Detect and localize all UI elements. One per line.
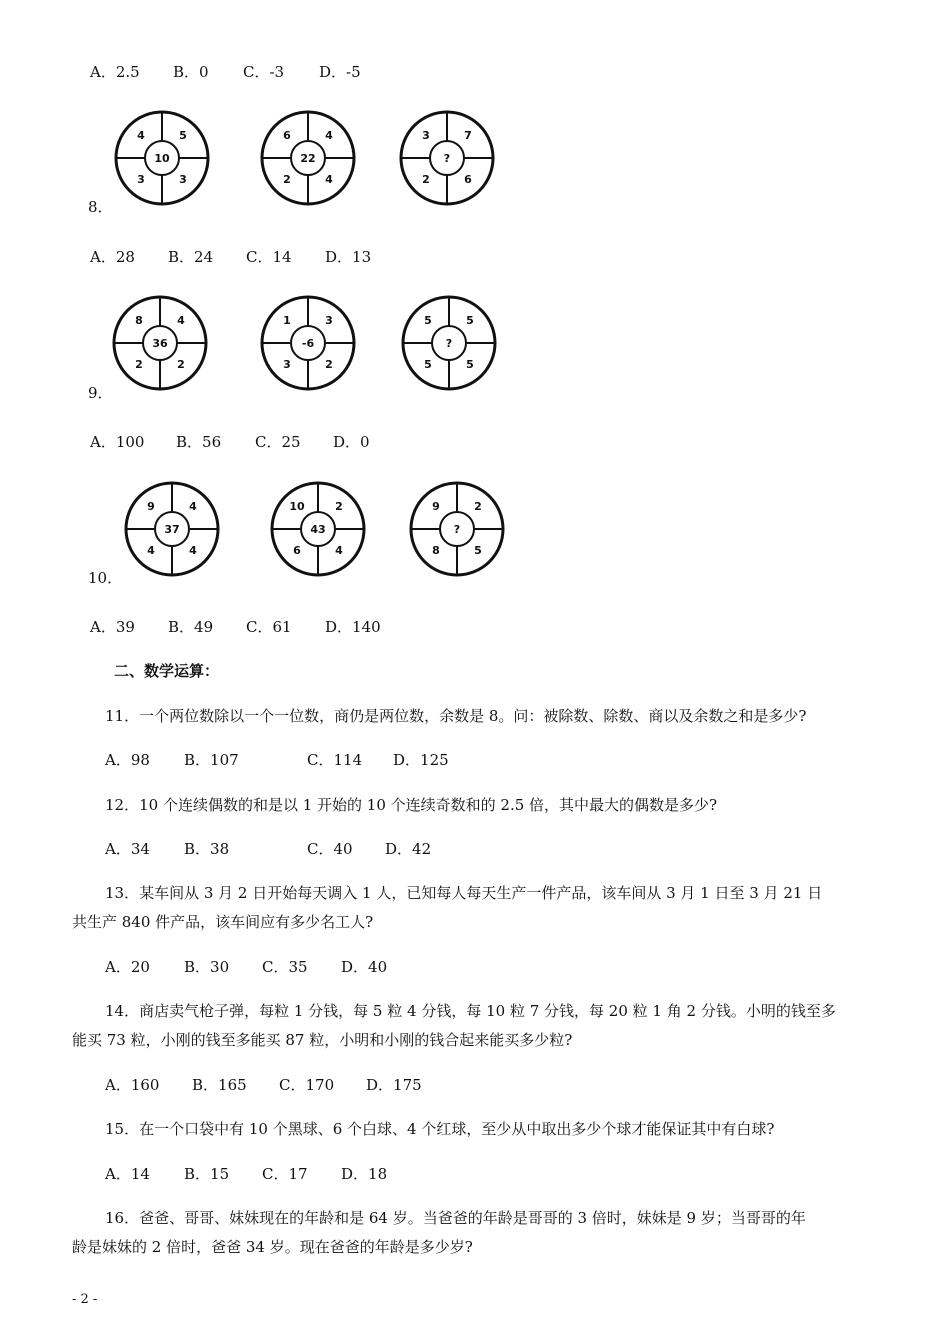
q14-option-b: B．165 [192, 1076, 247, 1094]
q13-line-1: 13．某车间从 3 月 2 日开始每天调入 1 人，已知每人每天生产一件产品，该车间从 3 月 1 日至 3 月 21 日 [105, 884, 823, 902]
wheel-number-tr: 2 [474, 500, 482, 513]
wheel-number-center: 22 [300, 152, 316, 165]
wheel-number-tr: 4 [177, 314, 185, 327]
q15-option-c: C．17 [262, 1165, 308, 1183]
q15-options [105, 1163, 387, 1184]
q15-text: 15．在一个口袋中有 10 个黑球、6 个白球、4 个红球，至少从中取出多少个球才能保证其中有白球? [105, 1120, 775, 1138]
q9-options [90, 431, 370, 452]
q11-text: 11．一个两位数除以一个一位数，商仍是两位数，余数是 8。问：被除数、除数、商以及余数之和是多少? [105, 707, 807, 725]
wheel-number-tr: 3 [325, 314, 333, 327]
q9-label: 9． [88, 384, 113, 402]
wheel-number-tr: 2 [335, 500, 343, 513]
wheel-number-br: 2 [177, 358, 185, 371]
wheel-number-tr: 7 [464, 129, 472, 142]
wheel-number-tl: 8 [135, 314, 143, 327]
q9-option-a: A．100 [90, 433, 145, 451]
wheel-number-bl: 3 [137, 173, 145, 186]
q12-option-b: B．38 [184, 840, 230, 858]
q9-option-b: B．56 [176, 433, 222, 451]
wheel-number-bl: 4 [147, 544, 155, 557]
wheel-number-tl: 4 [137, 129, 145, 142]
q10-option-c: C．61 [246, 618, 292, 636]
wheel-number-bl: 2 [422, 173, 430, 186]
wheel-number-center: ? [453, 523, 461, 536]
wheel-number-tr: 4 [325, 129, 333, 142]
q8-wheel-3 [399, 110, 495, 206]
wheel-number-center: ? [443, 152, 451, 165]
q7-options [90, 61, 361, 82]
wheel-number-tl: 9 [432, 500, 440, 513]
wheel-number-br: 6 [464, 173, 472, 186]
wheel-number-tr: 5 [179, 129, 187, 142]
q8-option-b: B．24 [168, 248, 214, 266]
wheel-number-tl: 6 [283, 129, 291, 142]
q9-wheel-1 [112, 295, 208, 391]
q8-label: 8． [88, 198, 113, 216]
q11-option-b: B．107 [184, 751, 239, 769]
wheel-number-center: 36 [152, 337, 168, 350]
wheel-number-br: 5 [474, 544, 482, 557]
wheel-number-center: 37 [164, 523, 180, 536]
wheel-number-tl: 3 [422, 129, 430, 142]
wheel-number-br: 4 [189, 544, 197, 557]
q7-option-a: A．2.5 [90, 63, 140, 81]
wheel-number-bl: 2 [283, 173, 291, 186]
wheel-number-bl: 3 [283, 358, 291, 371]
wheel-number-tl: 10 [289, 500, 305, 513]
q14-option-c: C．170 [279, 1076, 335, 1094]
wheel-number-center: ? [445, 337, 453, 350]
q14-option-a: A．160 [105, 1076, 160, 1094]
q8-wheel-2 [260, 110, 356, 206]
q11-option-d: D．125 [393, 751, 449, 769]
q9-wheel-3 [401, 295, 497, 391]
q8-option-c: C．14 [246, 248, 292, 266]
wheel-number-br: 5 [466, 358, 474, 371]
q10-wheel-3 [409, 481, 505, 577]
q9-option-d: D．0 [333, 433, 370, 451]
q8-option-d: D．13 [325, 248, 372, 266]
q12-option-a: A．34 [105, 840, 150, 858]
wheel-number-tl: 5 [424, 314, 432, 327]
q12-option-c: C．40 [307, 840, 353, 858]
q12-text: 12．10 个连续偶数的和是以 1 开始的 10 个连续奇数和的 2.5 倍，其中最大的偶数是多少? [105, 796, 718, 814]
q9-wheel-2 [260, 295, 356, 391]
wheel-number-br: 3 [179, 173, 187, 186]
section-heading-math: 二、数学运算： [114, 662, 220, 680]
q11-option-c: C．114 [307, 751, 363, 769]
wheel-number-br: 2 [325, 358, 333, 371]
q8-options [90, 246, 371, 267]
wheel-number-bl: 5 [424, 358, 432, 371]
q10-option-b: B．49 [168, 618, 214, 636]
wheel-number-bl: 2 [135, 358, 143, 371]
wheel-number-bl: 6 [293, 544, 301, 557]
q10-option-d: D．140 [325, 618, 381, 636]
q13-line-2: 共生产 840 件产品，该车间应有多少名工人? [72, 913, 374, 931]
q12-options [105, 838, 431, 859]
q14-option-d: D．175 [366, 1076, 422, 1094]
wheel-number-tl: 1 [283, 314, 291, 327]
wheel-number-tr: 5 [466, 314, 474, 327]
q11-options [105, 749, 449, 770]
wheel-number-bl: 8 [432, 544, 440, 557]
wheel-number-center: 43 [310, 523, 326, 536]
q14-line-2: 能买 73 粒，小刚的钱至多能买 87 粒，小明和小刚的钱合起来能买多少粒? [72, 1031, 573, 1049]
q15-option-d: D．18 [341, 1165, 388, 1183]
wheel-number-br: 4 [335, 544, 343, 557]
q10-option-a: A．39 [90, 618, 135, 636]
wheel-number-tr: 4 [189, 500, 197, 513]
q10-wheel-1 [124, 481, 220, 577]
wheel-number-center: 10 [154, 152, 170, 165]
q7-option-d: D．-5 [319, 63, 361, 81]
q8-wheel-1 [114, 110, 210, 206]
q7-option-b: B．0 [173, 63, 209, 81]
q13-option-d: D．40 [341, 958, 388, 976]
q16-line-1: 16．爸爸、哥哥、妹妹现在的年龄和是 64 岁。当爸爸的年龄是哥哥的 3 倍时，妹妹是 9 岁；当哥哥的年 [105, 1209, 806, 1227]
q15-option-a: A．14 [105, 1165, 150, 1183]
q13-option-c: C．35 [262, 958, 308, 976]
q8-option-a: A．28 [90, 248, 135, 266]
q12-option-d: D．42 [385, 840, 432, 858]
q13-options [105, 956, 387, 977]
wheel-number-center: -6 [301, 337, 315, 350]
q14-line-1: 14．商店卖气枪子弹，每粒 1 分钱，每 5 粒 4 分钱，每 10 粒 7 分钱，每 20 粒 1 角 2 分钱。小明的钱至多 [105, 1002, 836, 1020]
q16-line-2: 龄是妹妹的 2 倍时，爸爸 34 岁。现在爸爸的年龄是多少岁? [72, 1238, 473, 1256]
q13-option-b: B．30 [184, 958, 230, 976]
q13-option-a: A．20 [105, 958, 150, 976]
q10-label: 10． [88, 569, 123, 587]
q10-wheel-2 [270, 481, 366, 577]
wheel-number-br: 4 [325, 173, 333, 186]
q14-options [105, 1074, 422, 1095]
q11-option-a: A．98 [105, 751, 150, 769]
page-number: - 2 - [72, 1292, 98, 1307]
q10-options [90, 616, 381, 637]
q7-option-c: C．-3 [243, 63, 285, 81]
q9-option-c: C．25 [255, 433, 301, 451]
wheel-number-tl: 9 [147, 500, 155, 513]
q15-option-b: B．15 [184, 1165, 230, 1183]
